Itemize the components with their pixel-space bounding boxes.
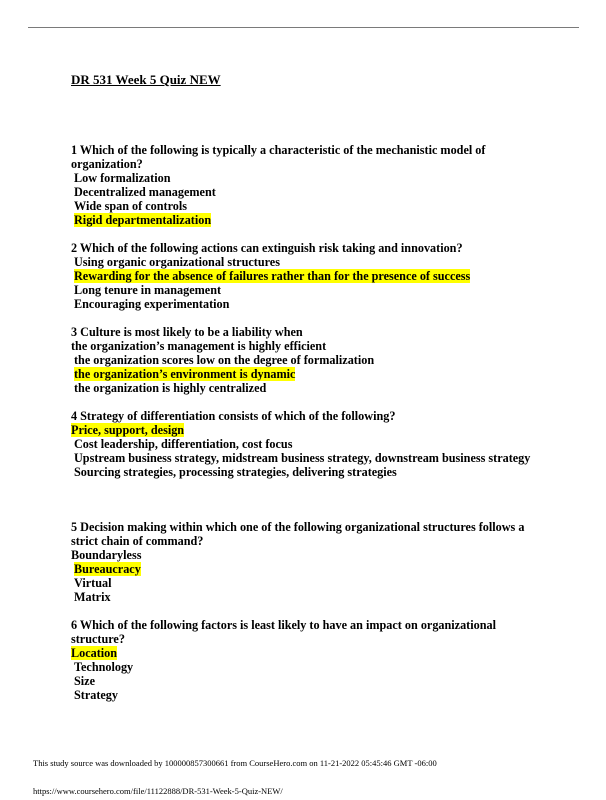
- answer-option-text: Decentralized management: [74, 185, 216, 199]
- question-stem-line: 6 Which of the following factors is least likely to have an impact on organizational: [71, 618, 496, 632]
- answer-option-text: Strategy: [74, 688, 118, 702]
- question-5: [71, 520, 541, 604]
- top-rule: [28, 27, 579, 28]
- answer-option-text: Low formalization: [74, 171, 171, 185]
- question-stem-line: organization?: [71, 157, 143, 171]
- answer-option-highlighted: [71, 562, 541, 576]
- answer-option-text: the organization’s environment is dynamic: [74, 367, 296, 381]
- answer-option: [71, 283, 541, 297]
- question-stem-line: structure?: [71, 632, 125, 646]
- answer-option-text: Using organic organizational structures: [74, 255, 280, 269]
- answer-option-text: Virtual: [74, 576, 112, 590]
- answer-option: [71, 185, 541, 199]
- answer-option-text: Technology: [74, 660, 134, 674]
- answer-option: [71, 381, 541, 395]
- answer-option-text: Upstream business strategy, midstream business strategy, downstream business strategy: [74, 451, 531, 465]
- question-6: [71, 618, 541, 702]
- question-stem-line: 1 Which of the following is typically a characteristic of the mechanistic model of: [71, 143, 486, 157]
- download-notice: This study source was downloaded by 100000857300661 from CourseHero.com on 11-21-2022 05:45:46 GMT -06:00: [33, 758, 437, 768]
- answer-option-text: Long tenure in management: [74, 283, 222, 297]
- answer-option: [71, 576, 541, 590]
- answer-option: [71, 171, 541, 185]
- answer-option-text: Matrix: [74, 590, 111, 604]
- answer-option-text: Price, support, design: [71, 423, 185, 437]
- question-stem-line: 4 Strategy of differentiation consists of which of the following?: [71, 409, 396, 423]
- question-stem-line: strict chain of command?: [71, 534, 204, 548]
- answer-option-highlighted: [71, 367, 541, 381]
- answer-option: [71, 674, 541, 688]
- answer-option-highlighted: [71, 646, 541, 660]
- answer-option-highlighted: [71, 213, 541, 227]
- answer-option-text: the organization is highly centralized: [74, 381, 267, 395]
- answer-option-text: the organization scores low on the degree of formalization: [74, 353, 375, 367]
- answer-option-highlighted: [71, 269, 541, 283]
- source-url: https://www.coursehero.com/file/11122888/DR-531-Week-5-Quiz-NEW/: [33, 786, 283, 796]
- answer-option: [71, 548, 541, 562]
- answer-option-text: Rigid departmentalization: [74, 213, 212, 227]
- answer-option-text: Boundaryless: [71, 548, 142, 562]
- answer-option: [71, 465, 541, 479]
- answer-option-text: Cost leadership, differentiation, cost focus: [74, 437, 293, 451]
- question-4: [71, 409, 541, 479]
- answer-option-text: Bureaucracy: [74, 562, 141, 576]
- answer-option-text: Rewarding for the absence of failures rather than for the presence of success: [74, 269, 471, 283]
- answer-option: [71, 688, 541, 702]
- question-stem-line: 5 Decision making within which one of the following organizational structures follows a: [71, 520, 525, 534]
- answer-option-text: Wide span of controls: [74, 199, 187, 213]
- answer-option: [71, 437, 541, 451]
- question-stem-line: 3 Culture is most likely to be a liability when: [71, 325, 303, 339]
- answer-option: [71, 255, 541, 269]
- answer-option: [71, 660, 541, 674]
- document-title: DR 531 Week 5 Quiz NEW: [71, 72, 221, 87]
- answer-option-text: the organization’s management is highly efficient: [71, 339, 327, 353]
- answer-option: [71, 339, 541, 353]
- answer-option: [71, 451, 541, 465]
- answer-option: [71, 353, 541, 367]
- answer-option-highlighted: [71, 423, 541, 437]
- answer-option: [71, 590, 541, 604]
- answer-option-text: Location: [71, 646, 118, 660]
- question-1: [71, 143, 541, 227]
- question-3: [71, 325, 541, 395]
- answer-option: [71, 199, 541, 213]
- answer-option-text: Sourcing strategies, processing strategies, delivering strategies: [74, 465, 397, 479]
- answer-option: [71, 297, 541, 311]
- answer-option-text: Size: [74, 674, 95, 688]
- question-stem-line: 2 Which of the following actions can extinguish risk taking and innovation?: [71, 241, 463, 255]
- answer-option-text: Encouraging experimentation: [74, 297, 230, 311]
- question-2: [71, 241, 541, 311]
